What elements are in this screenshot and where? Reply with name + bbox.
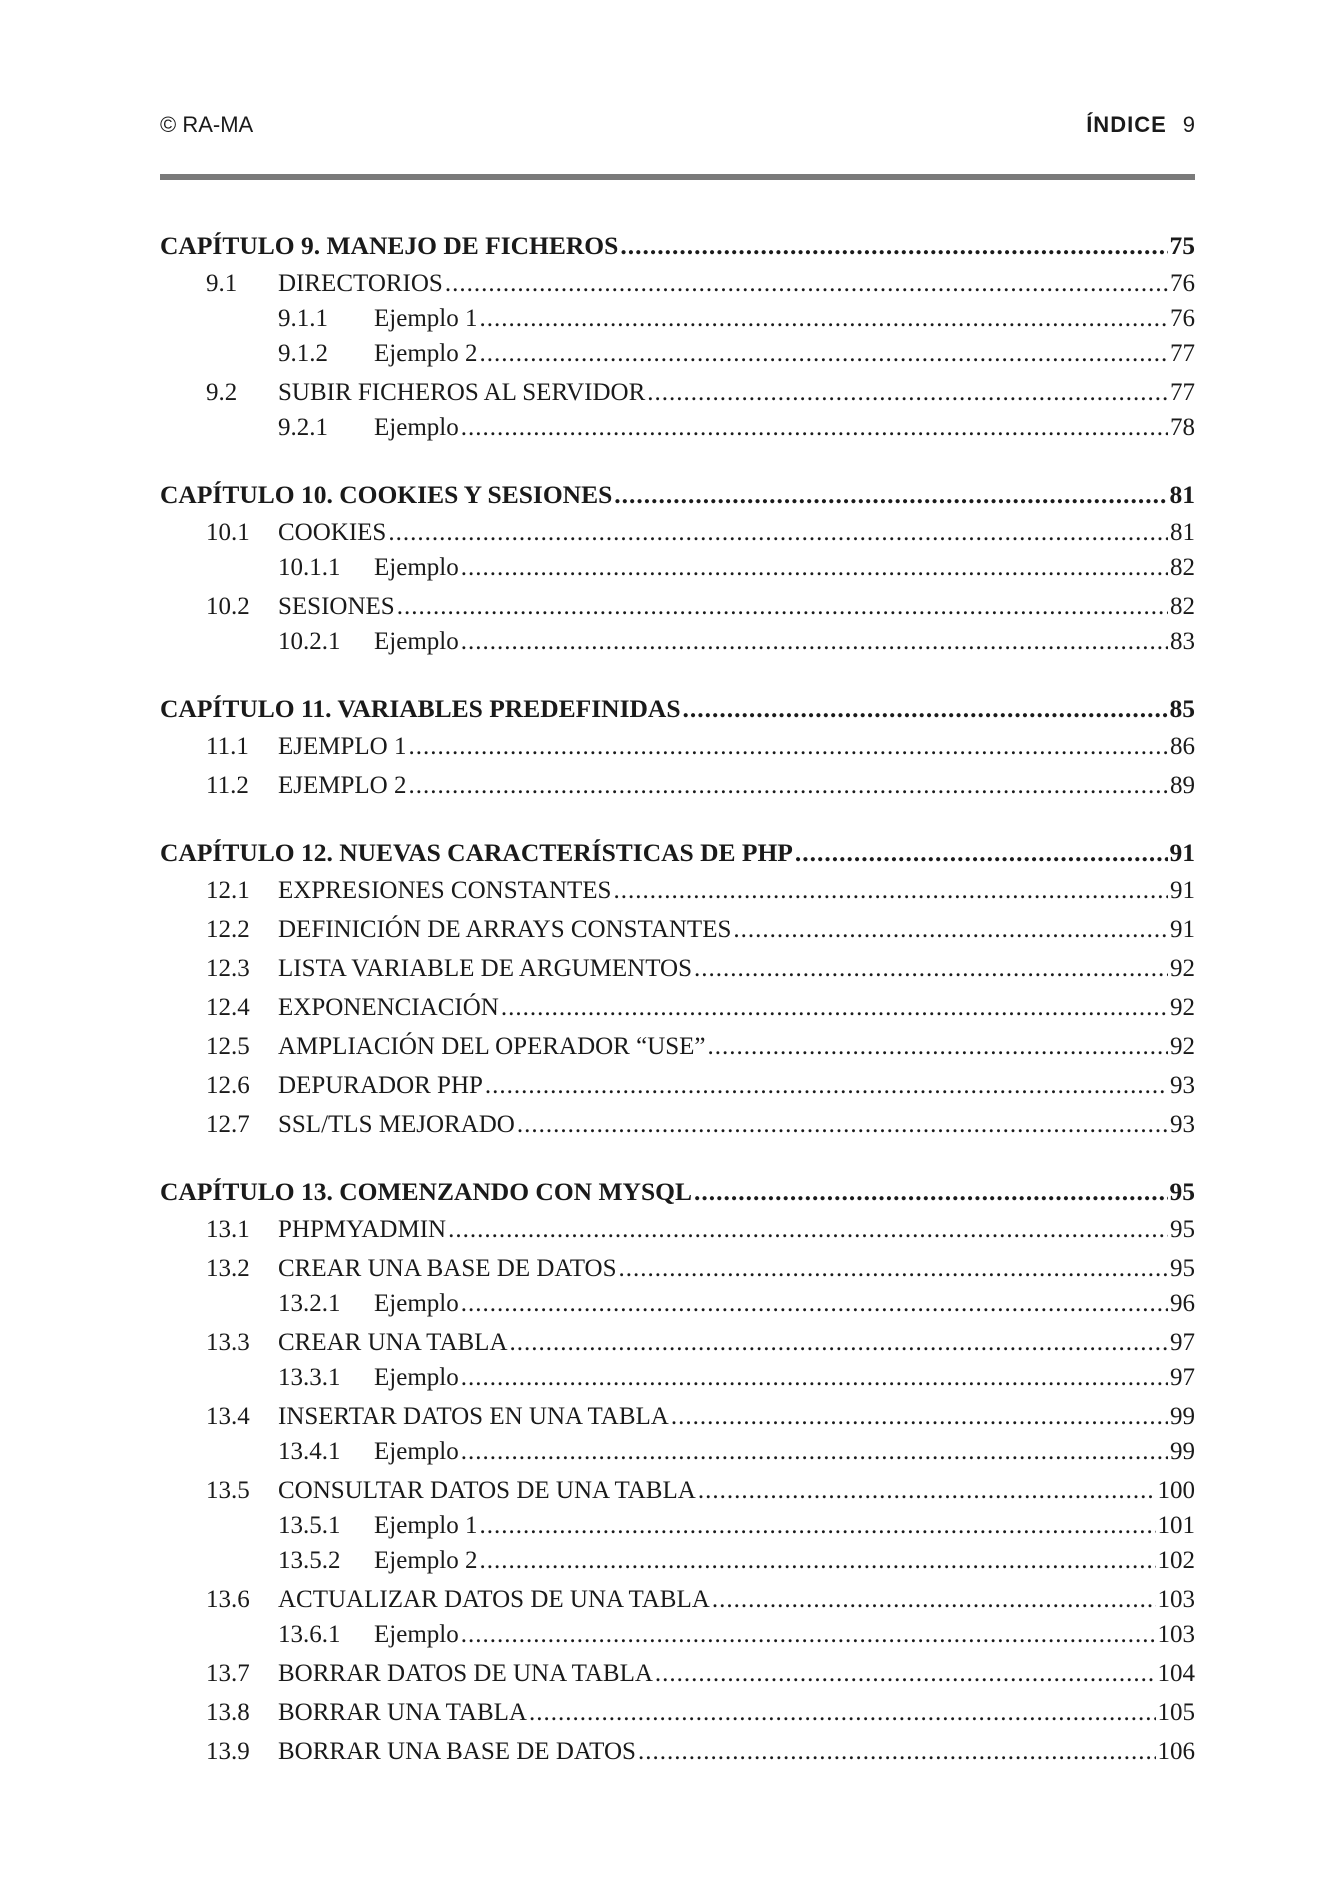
chapter-title: CAPÍTULO 11. VARIABLES PREDEFINIDAS [160, 694, 681, 723]
chapter-page: 75 [1169, 231, 1195, 260]
entry-number: 12.4 [206, 994, 250, 1021]
entry-title: Ejemplo [374, 628, 459, 655]
entry-page: 103 [1157, 1621, 1195, 1648]
entry-title: SSL/TLS MEJORADO [278, 1111, 515, 1138]
toc-section[interactable] [160, 1473, 1195, 1508]
entry-title: SESIONES [278, 593, 395, 620]
dot-leader [408, 768, 1168, 803]
toc-section[interactable] [160, 1029, 1195, 1064]
entry-number: 13.3.1 [278, 1364, 341, 1391]
entry-page: 89 [1170, 772, 1195, 799]
dot-leader [712, 1582, 1156, 1617]
dot-leader [529, 1695, 1156, 1730]
entry-page: 78 [1170, 414, 1195, 441]
toc-chapter[interactable] [160, 833, 1195, 873]
dot-leader [445, 266, 1168, 301]
chapter-spacer [160, 445, 1195, 475]
toc-chapter[interactable] [160, 475, 1195, 515]
entry-page: 81 [1170, 519, 1195, 546]
chapter-title: CAPÍTULO 9. MANEJO DE FICHEROS [160, 231, 619, 260]
toc-chapter[interactable] [160, 1172, 1195, 1212]
entry-title: COOKIES [278, 519, 387, 546]
entry-number: 10.1 [206, 519, 250, 546]
dot-leader [733, 912, 1168, 947]
entry-number: 12.2 [206, 916, 250, 943]
dot-leader [638, 1734, 1156, 1769]
entry-title: INSERTAR DATOS EN UNA TABLA [278, 1403, 669, 1430]
dot-leader [694, 951, 1168, 986]
toc-section[interactable] [160, 1068, 1195, 1103]
dot-leader [461, 624, 1168, 659]
dot-leader [613, 873, 1168, 908]
dot-leader [501, 990, 1168, 1025]
entry-title: SUBIR FICHEROS AL SERVIDOR [278, 379, 646, 406]
entry-number: 12.1 [206, 877, 250, 904]
entry-title: CREAR UNA TABLA [278, 1329, 508, 1356]
dot-leader [708, 1029, 1168, 1064]
entry-title: EJEMPLO 2 [278, 772, 407, 799]
entry-title: DEFINICIÓN DE ARRAYS CONSTANTES [278, 916, 732, 943]
toc-subsection[interactable] [160, 301, 1195, 336]
entry-title: AMPLIACIÓN DEL OPERADOR “USE” [278, 1033, 706, 1060]
dot-leader [620, 226, 1167, 266]
toc-section[interactable] [160, 1695, 1195, 1730]
toc-section[interactable] [160, 1656, 1195, 1691]
dot-leader [479, 1508, 1155, 1543]
running-header-left [160, 112, 253, 138]
toc-subsection[interactable] [160, 1360, 1195, 1395]
dot-leader [461, 1434, 1168, 1469]
dot-leader [461, 1286, 1168, 1321]
entry-number: 9.2 [206, 379, 238, 406]
entry-page: 99 [1170, 1438, 1195, 1465]
entry-page: 101 [1157, 1512, 1195, 1539]
entry-title: EJEMPLO 1 [278, 733, 407, 760]
entry-title: DIRECTORIOS [278, 270, 443, 297]
table-of-contents [160, 226, 1195, 1769]
entry-page: 76 [1170, 305, 1195, 332]
entry-number: 13.6 [206, 1586, 250, 1613]
dot-leader [448, 1212, 1168, 1247]
entry-number: 13.6.1 [278, 1621, 341, 1648]
entry-number: 9.1 [206, 270, 238, 297]
toc-section[interactable] [160, 1107, 1195, 1142]
dot-leader [479, 1543, 1155, 1578]
toc-section[interactable] [160, 729, 1195, 764]
dot-leader [698, 1473, 1156, 1508]
dot-leader [510, 1325, 1168, 1360]
dot-leader [397, 589, 1168, 624]
toc-section[interactable] [160, 375, 1195, 410]
entry-number: 9.2.1 [278, 414, 328, 441]
publisher-label: © RA-MA [160, 112, 254, 137]
entry-number: 12.3 [206, 955, 250, 982]
toc-subsection[interactable] [160, 336, 1195, 371]
toc-section[interactable] [160, 1251, 1195, 1286]
entry-number: 10.2 [206, 593, 250, 620]
entry-page: 77 [1170, 340, 1195, 367]
entry-number: 13.9 [206, 1738, 250, 1765]
entry-page: 95 [1170, 1255, 1195, 1282]
toc-subsection[interactable] [160, 410, 1195, 445]
entry-title: Ejemplo 2 [374, 1547, 478, 1574]
dot-leader [618, 1251, 1168, 1286]
entry-page: 99 [1170, 1403, 1195, 1430]
entry-number: 9.1.2 [278, 340, 328, 367]
toc-section[interactable] [160, 589, 1195, 624]
entry-number: 12.6 [206, 1072, 250, 1099]
dot-leader [461, 410, 1168, 445]
chapter-page: 95 [1169, 1177, 1195, 1206]
entry-title: Ejemplo 2 [374, 340, 478, 367]
entry-page: 93 [1170, 1111, 1195, 1138]
entry-title: Ejemplo 1 [374, 305, 478, 332]
toc-subsection[interactable] [160, 550, 1195, 585]
entry-title: PHPMYADMIN [278, 1216, 447, 1243]
dot-leader [479, 336, 1168, 371]
dot-leader [479, 301, 1168, 336]
entry-number: 13.3 [206, 1329, 250, 1356]
toc-section[interactable] [160, 873, 1195, 908]
toc-section[interactable] [160, 951, 1195, 986]
entry-page: 92 [1170, 1033, 1195, 1060]
entry-title: Ejemplo [374, 1438, 459, 1465]
entry-page: 95 [1170, 1216, 1195, 1243]
entry-number: 11.2 [206, 772, 249, 799]
entry-number: 10.1.1 [278, 554, 341, 581]
toc-section[interactable] [160, 515, 1195, 550]
dot-leader [614, 475, 1167, 515]
dot-leader [647, 375, 1168, 410]
entry-number: 13.1 [206, 1216, 250, 1243]
section-title: ÍNDICE [1086, 112, 1167, 137]
chapter-title: CAPÍTULO 12. NUEVAS CARACTERÍSTICAS DE PHP [160, 838, 793, 867]
toc-chapter[interactable] [160, 689, 1195, 729]
entry-title: BORRAR DATOS DE UNA TABLA [278, 1660, 653, 1687]
toc-subsection[interactable] [160, 1434, 1195, 1469]
entry-title: ACTUALIZAR DATOS DE UNA TABLA [278, 1586, 710, 1613]
entry-page: 103 [1157, 1586, 1195, 1613]
toc-section[interactable] [160, 990, 1195, 1025]
entry-title: Ejemplo [374, 1621, 459, 1648]
entry-number: 13.5.1 [278, 1512, 341, 1539]
entry-page: 93 [1170, 1072, 1195, 1099]
entry-title: DEPURADOR PHP [278, 1072, 483, 1099]
entry-number: 13.5 [206, 1477, 250, 1504]
entry-title: EXPRESIONES CONSTANTES [278, 877, 612, 904]
entry-page: 100 [1157, 1477, 1195, 1504]
toc-section[interactable] [160, 912, 1195, 947]
dot-leader [655, 1656, 1156, 1691]
entry-page: 91 [1170, 877, 1195, 904]
entry-page: 97 [1170, 1364, 1195, 1391]
toc-subsection[interactable] [160, 1286, 1195, 1321]
entry-title: CREAR UNA BASE DE DATOS [278, 1255, 617, 1282]
entry-page: 92 [1170, 994, 1195, 1021]
entry-number: 13.2 [206, 1255, 250, 1282]
entry-page: 76 [1170, 270, 1195, 297]
toc-subsection[interactable] [160, 1543, 1195, 1578]
entry-title: Ejemplo [374, 554, 459, 581]
dot-leader [461, 550, 1168, 585]
dot-leader [408, 729, 1168, 764]
entry-number: 13.7 [206, 1660, 250, 1687]
toc-section[interactable] [160, 768, 1195, 803]
entry-page: 77 [1170, 379, 1195, 406]
entry-number: 13.8 [206, 1699, 250, 1726]
entry-title: BORRAR UNA TABLA [278, 1699, 527, 1726]
entry-page: 92 [1170, 955, 1195, 982]
entry-number: 13.5.2 [278, 1547, 341, 1574]
entry-number: 11.1 [206, 733, 249, 760]
entry-page: 106 [1157, 1738, 1195, 1765]
entry-page: 83 [1170, 628, 1195, 655]
entry-title: Ejemplo [374, 1290, 459, 1317]
entry-number: 9.1.1 [278, 305, 328, 332]
chapter-title: CAPÍTULO 10. COOKIES Y SESIONES [160, 480, 613, 509]
dot-leader [461, 1360, 1168, 1395]
header-rule [160, 174, 1195, 180]
entry-title: Ejemplo [374, 1364, 459, 1391]
entry-page: 102 [1157, 1547, 1195, 1574]
entry-page: 91 [1170, 916, 1195, 943]
entry-number: 12.5 [206, 1033, 250, 1060]
chapter-page: 85 [1169, 694, 1195, 723]
entry-title: EXPONENCIACIÓN [278, 994, 499, 1021]
chapter-page: 81 [1169, 480, 1195, 509]
toc-subsection[interactable] [160, 1508, 1195, 1543]
dot-leader [485, 1068, 1168, 1103]
page-number: 9 [1182, 112, 1195, 137]
chapter-spacer [160, 1142, 1195, 1172]
entry-title: LISTA VARIABLE DE ARGUMENTOS [278, 955, 693, 982]
dot-leader [683, 689, 1168, 729]
entry-page: 82 [1170, 593, 1195, 620]
entry-number: 13.4 [206, 1403, 250, 1430]
toc-section[interactable] [160, 1734, 1195, 1769]
entry-number: 10.2.1 [278, 628, 341, 655]
entry-title: Ejemplo 1 [374, 1512, 478, 1539]
entry-title: BORRAR UNA BASE DE DATOS [278, 1738, 636, 1765]
entry-title: CONSULTAR DATOS DE UNA TABLA [278, 1477, 696, 1504]
toc-subsection[interactable] [160, 1617, 1195, 1652]
toc-subsection[interactable] [160, 624, 1195, 659]
entry-number: 13.4.1 [278, 1438, 341, 1465]
entry-page: 104 [1157, 1660, 1195, 1687]
toc-section[interactable] [160, 1325, 1195, 1360]
entry-page: 105 [1157, 1699, 1195, 1726]
dot-leader [388, 515, 1168, 550]
dot-leader [795, 833, 1168, 873]
dot-leader [461, 1617, 1156, 1652]
chapter-page: 91 [1169, 838, 1195, 867]
toc-section[interactable] [160, 1212, 1195, 1247]
entry-number: 13.2.1 [278, 1290, 341, 1317]
dot-leader [694, 1172, 1168, 1212]
dot-leader [671, 1399, 1168, 1434]
chapter-title: CAPÍTULO 13. COMENZANDO CON MYSQL [160, 1177, 692, 1206]
toc-section[interactable] [160, 1582, 1195, 1617]
entry-page: 96 [1170, 1290, 1195, 1317]
entry-page: 97 [1170, 1329, 1195, 1356]
toc-section[interactable] [160, 1399, 1195, 1434]
entry-page: 86 [1170, 733, 1195, 760]
chapter-spacer [160, 803, 1195, 833]
dot-leader [517, 1107, 1168, 1142]
toc-chapter[interactable] [160, 226, 1195, 266]
entry-title: Ejemplo [374, 414, 459, 441]
running-header-right [1086, 112, 1195, 138]
entry-page: 82 [1170, 554, 1195, 581]
toc-section[interactable] [160, 266, 1195, 301]
chapter-spacer [160, 659, 1195, 689]
entry-number: 12.7 [206, 1111, 250, 1138]
